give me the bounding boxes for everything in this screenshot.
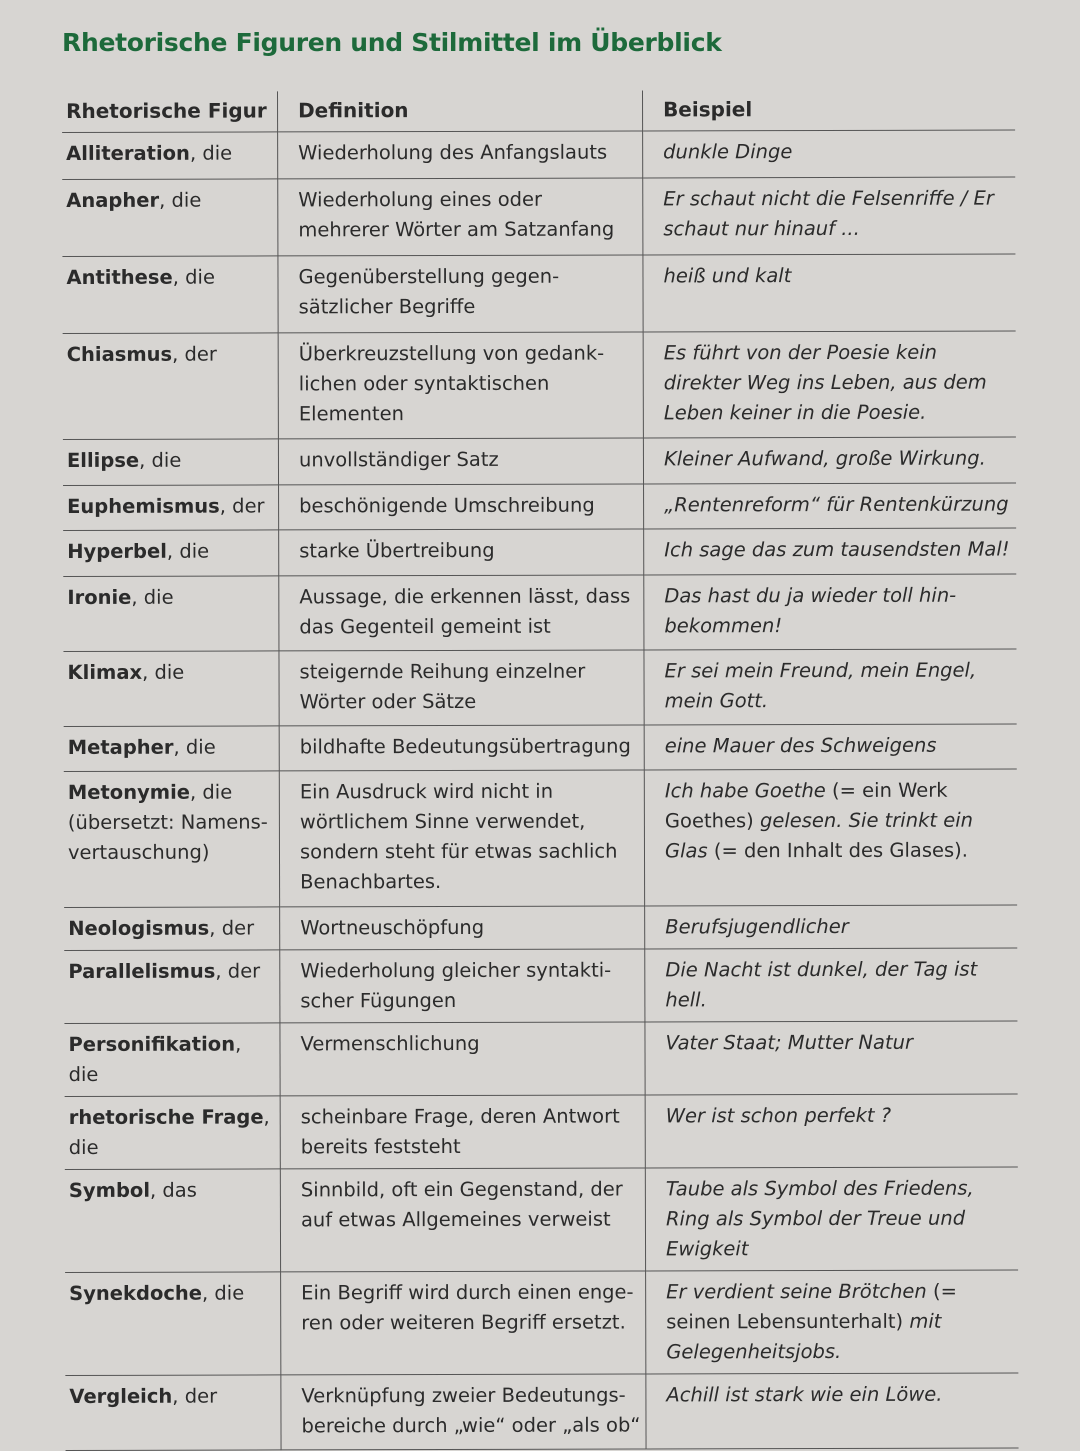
figure-article: , die: [189, 780, 233, 804]
figure-cell: [64, 726, 280, 772]
example-text: Er schaut nicht die Felsenriffe / Er schaut nur hinauf ...: [663, 186, 994, 241]
figure-term: rhetorische Frage: [68, 1105, 264, 1129]
definition-cell: Sinnbild, oft ein Gegenstand, der auf etwas Allgemeines verweist: [280, 1168, 645, 1272]
example-text: Ich sage das zum tausendsten Mal!: [664, 537, 1010, 562]
table-header: [62, 90, 1015, 133]
example-text: Die Nacht ist dunkel, der Tag ist hell.: [665, 957, 978, 1012]
figure-article: , die: [68, 1105, 270, 1159]
figure-article: , der: [209, 916, 255, 940]
figure-cell: [62, 179, 278, 257]
example-text: Vater Staat; Mutter Natur: [665, 1030, 914, 1055]
example-cell: [644, 528, 1017, 575]
figure-term: Vergleich: [69, 1384, 173, 1408]
definition-cell: Ein Ausdruck wird nicht in wörtlichem Sinne verwendet, sondern steht für etwas sachlich Benachbartes.: [279, 770, 644, 907]
definition-cell: starke Übertreibung: [279, 529, 644, 576]
example-text: Kleiner Aufwand, große Wirkung.: [663, 446, 986, 471]
figure-cell: [65, 1375, 281, 1451]
definition-cell: Wiederholung gleicher syntakti-scher Fügungen: [280, 949, 645, 1023]
figure-cell: [62, 256, 278, 334]
example-cell: [645, 1094, 1018, 1168]
figure-cell: [62, 132, 278, 180]
example-text: Das hast du ja wieder toll hin-bekommen!: [664, 583, 957, 638]
header-example: Beispiel: [642, 90, 1015, 131]
figure-term: Metonymie: [67, 780, 191, 804]
example-cell: [645, 1167, 1018, 1271]
example-text: mit Gelegenheitsjobs.: [666, 1309, 942, 1364]
definition-cell: unvollständiger Satz: [278, 438, 643, 485]
example-cell: [644, 483, 1017, 529]
definition-cell: beschönigende Umschreibung: [279, 484, 644, 530]
figure-cell: [64, 771, 280, 908]
table-row: [63, 483, 1016, 530]
definition-cell: Aussage, die erkennen lässt, dass das Gegenteil gemeint ist: [279, 575, 644, 651]
example-text: gelesen.: [759, 808, 849, 833]
example-cell: [643, 437, 1016, 484]
table-row: [64, 724, 1017, 771]
figure-cell: [63, 333, 279, 440]
figure-cell: [63, 439, 279, 486]
figure-term: Parallelismus: [68, 959, 216, 983]
example-text: Er verdient seine Brötchen: [666, 1279, 934, 1304]
figure-cell: [63, 651, 279, 727]
figure-article: , die: [166, 539, 210, 563]
table-row: [62, 130, 1015, 179]
example-text: (= den Inhalt des Glases).: [713, 838, 968, 863]
table-row: [64, 905, 1017, 950]
figure-cell: [65, 1096, 281, 1170]
figure-article: , die: [142, 660, 185, 684]
example-text: (= seinen Lebensunterhalt): [666, 1279, 957, 1334]
figure-cell: [63, 576, 279, 652]
table-row: [65, 1270, 1018, 1375]
table-row: [62, 254, 1015, 333]
definition-cell: Vermenschlichung: [280, 1022, 645, 1096]
figure-term: Anapher: [66, 188, 160, 212]
definition-cell: Gegenüberstellung gegen-sätzlicher Begriffe: [278, 255, 643, 333]
example-cell: [646, 1373, 1019, 1449]
table-row: [65, 1167, 1018, 1272]
example-cell: [644, 724, 1017, 770]
example-text: Er sei mein Freund, mein Engel, mein Gott.: [664, 658, 977, 713]
example-text: (= ein Werk Goethes): [664, 778, 948, 833]
table-row: [64, 948, 1017, 1023]
figure-term: Personifikation: [68, 1032, 236, 1056]
header-definition: Definition: [277, 90, 642, 131]
example-cell: [644, 574, 1017, 650]
example-text: Es führt von der Poesie kein direkter Weg ins Leben, aus dem Leben keiner in die Poesie.: [663, 340, 987, 425]
table-row: [62, 177, 1015, 256]
table-row: [63, 574, 1016, 651]
figure-article: , das: [149, 1178, 197, 1202]
example-text: eine Mauer des Schweigens: [664, 733, 937, 758]
example-cell: [644, 769, 1017, 906]
figure-term: Ironie: [67, 585, 132, 609]
example-cell: [644, 649, 1017, 725]
figure-article: , die: [173, 735, 216, 759]
example-text: Berufsjugendlicher: [665, 914, 849, 939]
figure-cell: [63, 530, 279, 577]
figure-article: , die: [68, 1032, 242, 1086]
example-cell: [643, 177, 1016, 255]
figure-article: , der: [172, 1384, 218, 1408]
figure-article: , die: [159, 188, 202, 212]
figure-term: Synekdoche: [69, 1281, 203, 1305]
definition-cell: steigernde Reihung einzelner Wörter oder Sätze: [279, 650, 644, 726]
figure-article: , die: [172, 265, 215, 289]
figure-article: , der: [172, 342, 217, 366]
header-figure: Rhetorische Figur: [62, 91, 278, 132]
example-text: Achill ist stark wie ein Löwe.: [666, 1382, 943, 1407]
figure-term: Euphemismus: [67, 494, 220, 518]
page-title: Rhetorische Figuren und Stilmittel im Überblick: [62, 28, 722, 57]
figure-note: (übersetzt: Namens-vertauschung): [67, 810, 268, 864]
figure-term: Symbol: [68, 1178, 151, 1202]
definition-cell: Überkreuzstellung von gedank-lichen oder syntaktischen Elementen: [278, 332, 643, 439]
figure-term: Antithese: [66, 265, 173, 289]
figure-article: , die: [131, 585, 174, 609]
figure-article: , die: [189, 141, 233, 165]
figure-term: Neologismus: [68, 916, 210, 940]
example-text: Ich habe Goethe: [664, 778, 833, 803]
example-cell: [645, 1021, 1018, 1095]
definition-cell: scheinbare Frage, deren Antwort bereits feststeht: [280, 1095, 645, 1169]
figure-cell: [63, 485, 279, 531]
table-row: [63, 437, 1016, 485]
figure-term: Chiasmus: [66, 342, 173, 366]
example-cell: [643, 130, 1016, 178]
example-text: dunkle Dinge: [663, 140, 793, 164]
figure-cell: [65, 1169, 281, 1273]
figure-article: , die: [201, 1281, 245, 1305]
definition-cell: bildhafte Bedeutungsübertragung: [279, 725, 644, 771]
figure-cell: [64, 950, 280, 1024]
table-row: [63, 331, 1016, 439]
figure-term: Metapher: [67, 735, 174, 759]
table-row: [64, 1021, 1017, 1096]
example-text: heiß und kalt: [663, 264, 792, 288]
figure-term: Alliteration: [66, 141, 190, 165]
figure-article: , der: [215, 959, 261, 983]
figure-term: Ellipse: [66, 448, 140, 472]
table-row: [63, 649, 1016, 726]
figure-term: Klimax: [67, 660, 143, 684]
example-cell: [643, 254, 1016, 332]
figure-article: , die: [139, 448, 182, 472]
figure-article: , der: [219, 494, 265, 518]
definition-cell: Verknüpfung zweier Bedeutungs-bereiche durch „wie“ oder „als ob“: [281, 1374, 646, 1450]
definition-cell: Wiederholung eines oder mehrerer Wörter am Satzanfang: [278, 178, 643, 256]
table-row: [65, 1094, 1018, 1169]
example-text: Taube als Symbol des Friedens, Ring als Symbol der Treue und Ewigkeit: [665, 1176, 974, 1261]
example-text: Wer ist schon perfekt ?: [665, 1103, 892, 1128]
figure-cell: [64, 907, 280, 951]
figure-cell: [64, 1023, 280, 1097]
definition-cell: Wiederholung des Anfangslauts: [278, 131, 643, 179]
rhetoric-table: [62, 90, 1019, 1451]
figure-term: Hyperbel: [67, 539, 167, 563]
definition-cell: Wortneuschöpfung: [280, 906, 645, 950]
table-row: [63, 528, 1016, 576]
table-row: [64, 769, 1017, 907]
figure-cell: [65, 1272, 281, 1376]
example-text: Sie trinkt ein Glas: [664, 808, 974, 863]
example-cell: [643, 331, 1016, 438]
definition-cell: Ein Begriff wird durch einen enge-ren oder weiteren Begriff ersetzt.: [281, 1271, 646, 1375]
table-row: [65, 1373, 1018, 1450]
example-text: „Rentenreform“ für Rentenkürzung: [664, 492, 1009, 517]
example-cell: [646, 1270, 1019, 1374]
example-cell: [645, 948, 1018, 1022]
example-cell: [645, 905, 1018, 949]
